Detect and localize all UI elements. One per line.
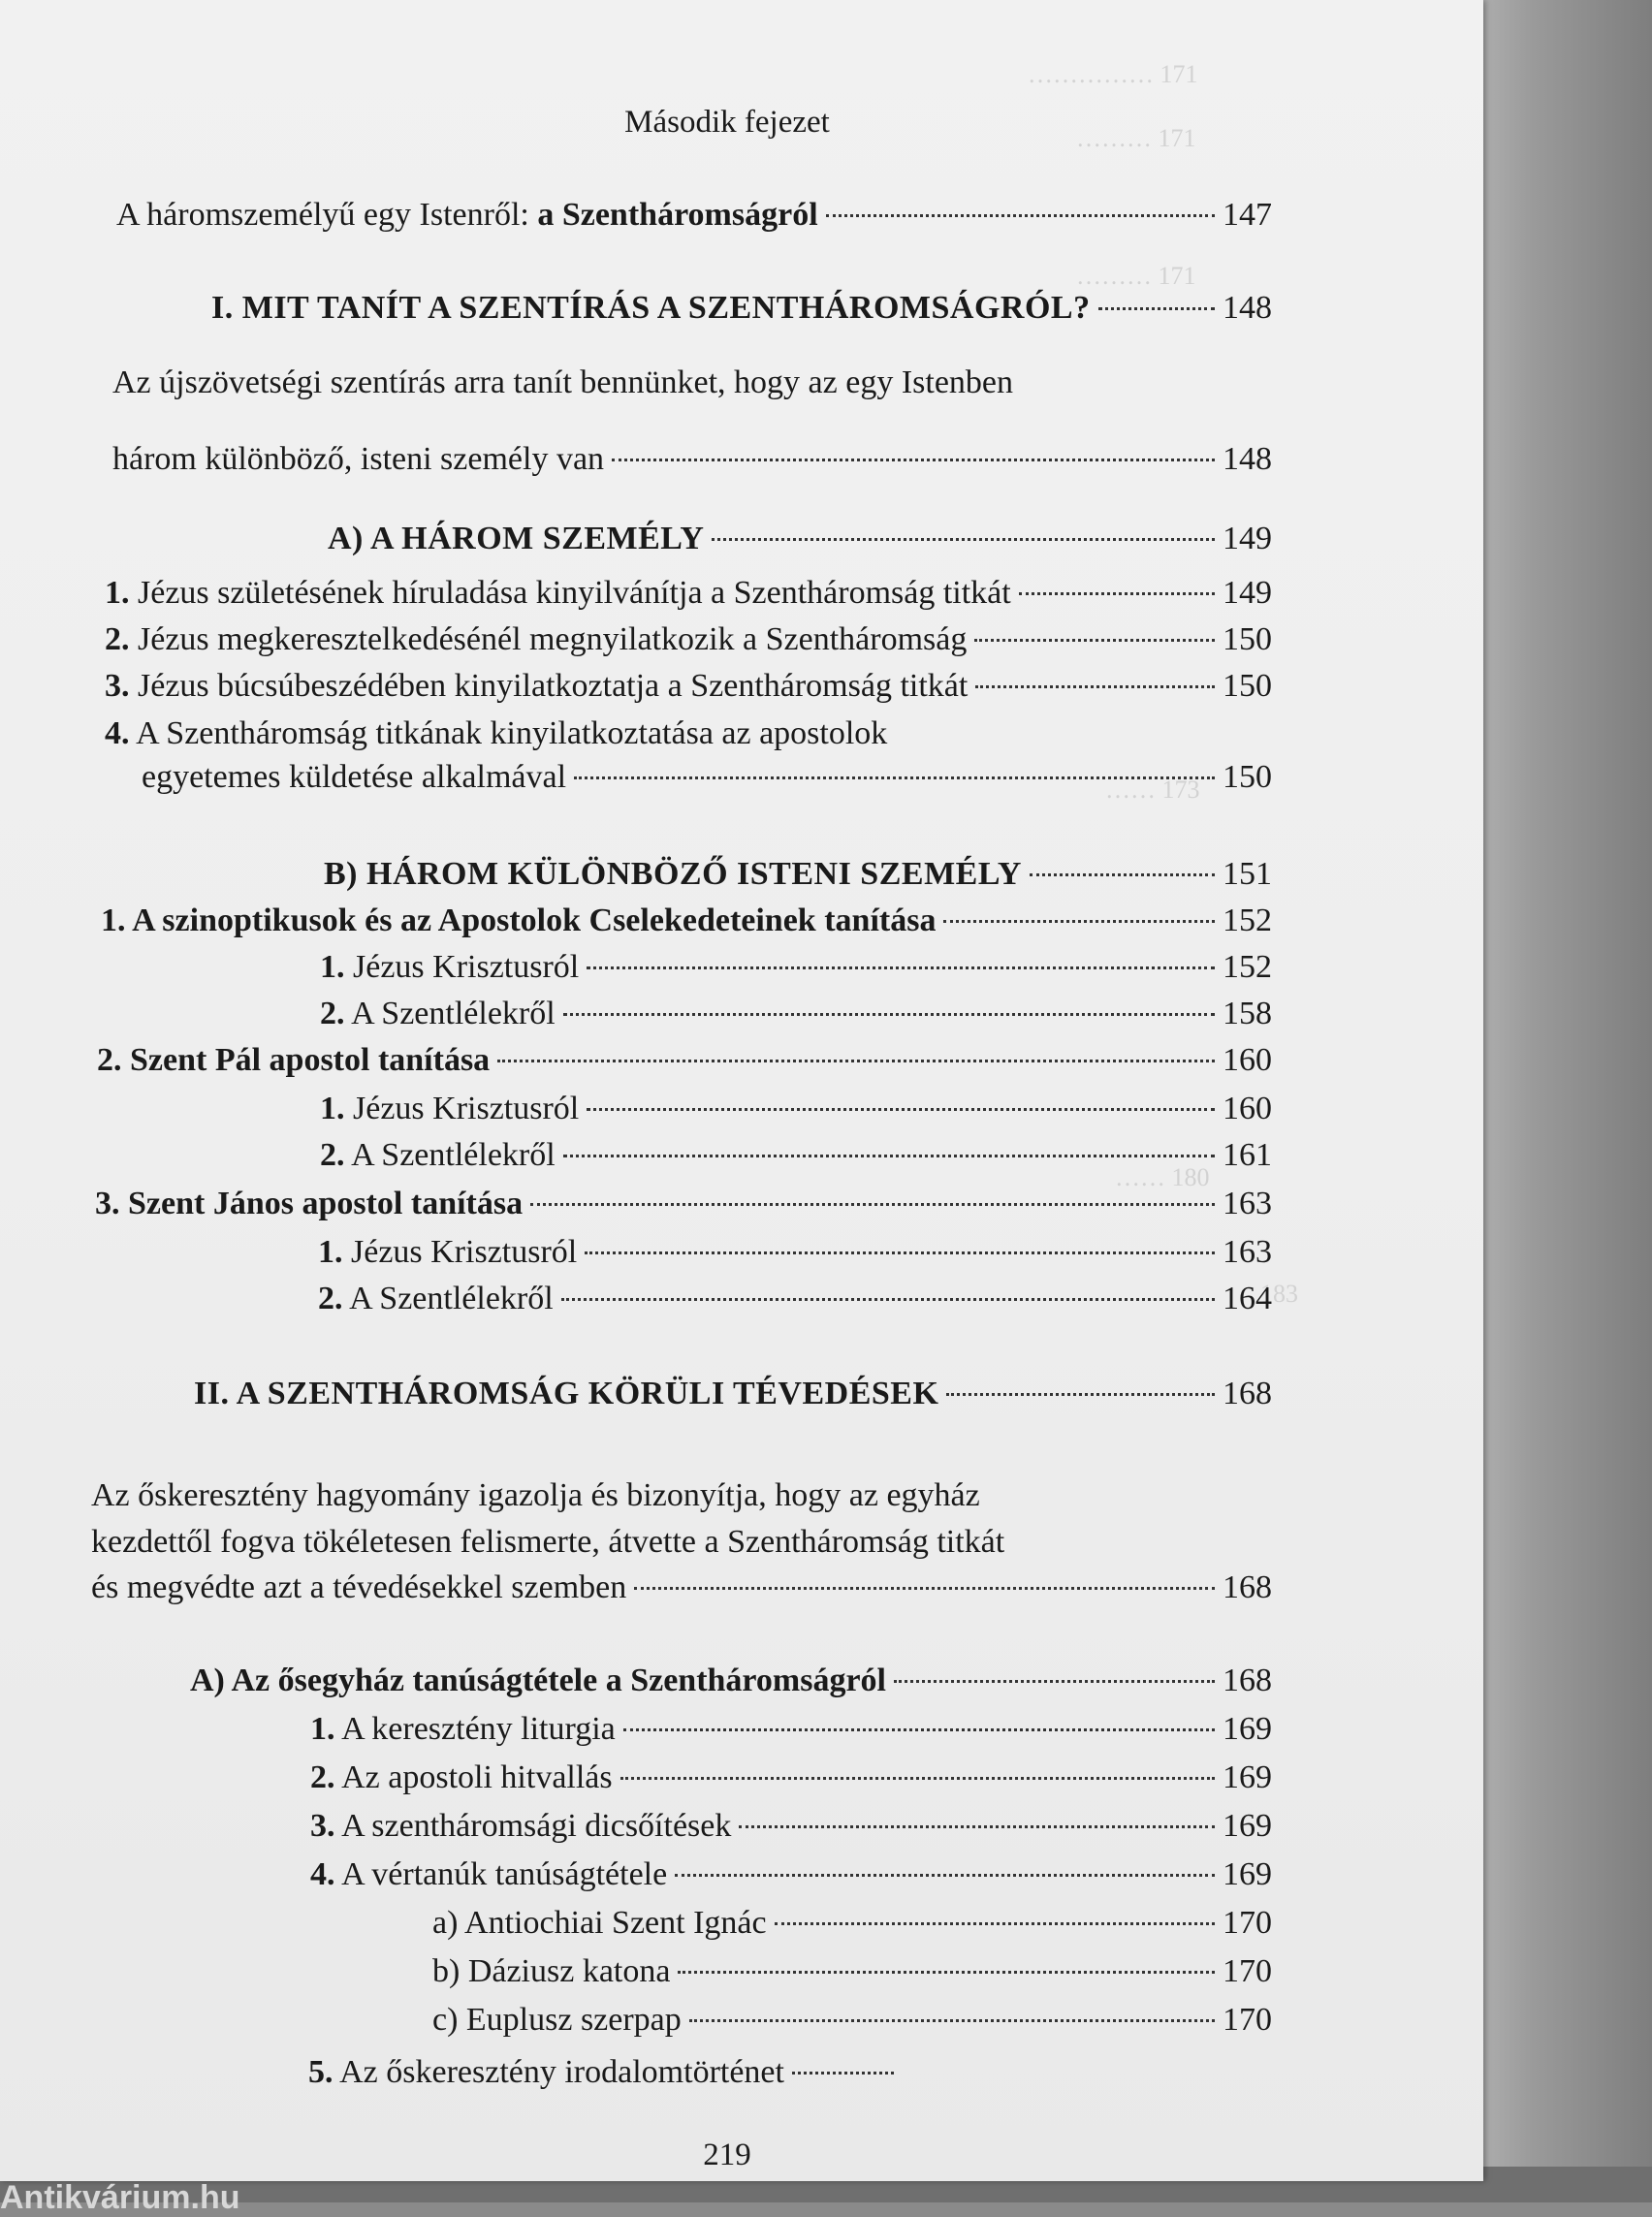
- entry-label: A Szentlélekről: [351, 1137, 556, 1173]
- page-ref: 148: [1223, 290, 1272, 326]
- dot-leader: [574, 776, 1215, 779]
- page-ref: 149: [1223, 575, 1272, 611]
- page-ref: 169: [1223, 1759, 1272, 1795]
- bleed-through: ……… 171: [1076, 262, 1196, 290]
- dot-leader: [894, 1680, 1215, 1683]
- toc-entry: [95, 1183, 1272, 1225]
- entry-paragraph: Az őskeresztény hagyomány igazolja és bizonyítja, hogy az egyház: [91, 1477, 980, 1513]
- dot-leader: [561, 1298, 1215, 1301]
- dot-leader: [943, 920, 1215, 923]
- dot-leader: [563, 1013, 1215, 1016]
- entry-label: Jézus születésének híruladása kinyilvánítja a Szentháromság titkát: [138, 575, 1011, 611]
- dot-leader: [497, 1060, 1215, 1062]
- entry-label: A keresztény liturgia: [341, 1711, 616, 1747]
- toc-entry: [310, 1708, 1272, 1751]
- dot-leader: [587, 1108, 1215, 1111]
- toc-entry: [105, 665, 1272, 708]
- toc-entry: [194, 1373, 1272, 1415]
- page-number: 219: [703, 2138, 751, 2172]
- entry-number: 4.: [105, 715, 130, 751]
- page-ref: 149: [1223, 521, 1272, 556]
- entry-label: három különböző, isteni személy van: [112, 441, 605, 477]
- entry-label: A szentháromsági dicsőítések: [341, 1808, 732, 1844]
- subsection-heading: B) HÁROM KÜLÖNBÖZŐ ISTENI SZEMÉLY: [324, 856, 1022, 892]
- toc-entry: [320, 946, 1272, 989]
- dot-leader: [1098, 307, 1215, 310]
- entry-label: a) Antiochiai Szent Ignác: [432, 1905, 767, 1941]
- toc-entry: [432, 1999, 1272, 2042]
- background-right: [1454, 0, 1652, 2202]
- toc-entry: [116, 194, 1272, 237]
- dot-leader: [620, 1777, 1215, 1780]
- entry-label: A vértanúk tanúságtétele: [341, 1856, 668, 1892]
- entry-number: 3.: [310, 1808, 335, 1844]
- dot-leader: [826, 214, 1215, 217]
- page-ref: 151: [1223, 856, 1272, 892]
- bleed-through: 183: [1260, 1280, 1298, 1308]
- dot-leader: [678, 1971, 1215, 1974]
- dot-leader: [975, 685, 1215, 688]
- toc-entry: [101, 900, 1272, 942]
- page-ref: 164: [1223, 1281, 1272, 1316]
- dot-leader: [739, 1825, 1215, 1828]
- page-ref: 169: [1223, 1856, 1272, 1892]
- bleed-through: ……… 171: [1076, 124, 1196, 152]
- dot-leader: [530, 1203, 1215, 1206]
- page-ref: 148: [1223, 441, 1272, 477]
- page-ref: 152: [1223, 903, 1272, 938]
- toc-entry: [112, 438, 1272, 481]
- page-ref: 169: [1223, 1711, 1272, 1747]
- bleed-through: …………… 171: [1028, 60, 1198, 88]
- entry-label-bold: 2. Szent Pál apostol tanítása: [97, 1042, 491, 1078]
- bleed-through: …… 180: [1115, 1163, 1210, 1191]
- page-ref: 170: [1223, 2002, 1272, 2038]
- entry-paragraph: [105, 712, 887, 756]
- entry-number: 2.: [320, 1137, 345, 1173]
- toc-entry: [190, 1660, 1272, 1702]
- toc-entry: [142, 756, 1272, 799]
- page-ref: 170: [1223, 1905, 1272, 1941]
- toc-entry: [328, 518, 1272, 560]
- page-ref: 150: [1223, 668, 1272, 704]
- page-ref: 163: [1223, 1186, 1272, 1221]
- toc-entry: [310, 1853, 1272, 1896]
- dot-leader: [775, 1922, 1215, 1925]
- toc-entry: [310, 1757, 1272, 1799]
- entry-label: Jézus Krisztusról: [353, 949, 580, 985]
- entry-label: A háromszemélyű egy Istenről:: [116, 197, 538, 233]
- dot-leader: [634, 1587, 1215, 1590]
- entry-number: 1.: [318, 1234, 343, 1270]
- page-ref: 169: [1223, 1808, 1272, 1844]
- toc-entry: [320, 993, 1272, 1035]
- entry-label-bold: 3. Szent János apostol tanítása: [95, 1186, 524, 1221]
- entry-label: c) Euplusz szerpap: [432, 2002, 682, 2038]
- watermark: Antikvárium.hu: [0, 2179, 240, 2216]
- toc-entry: [320, 1134, 1272, 1177]
- chapter-heading: Második fejezet: [624, 105, 830, 140]
- toc-entry: [432, 1950, 1272, 1993]
- entry-label: A Szentháromság titkának kinyilatkoztatása az apostolok: [136, 715, 888, 751]
- page-ref: 161: [1223, 1137, 1272, 1173]
- page-ref: 163: [1223, 1234, 1272, 1270]
- page-ref: 150: [1223, 759, 1272, 795]
- entry-label: Jézus Krisztusról: [351, 1234, 578, 1270]
- entry-number: 5.: [308, 2054, 334, 2090]
- page-ref: 147: [1223, 197, 1272, 233]
- dot-leader: [612, 459, 1215, 461]
- entry-label-bold: 1. A szinoptikusok és az Apostolok Cselekedeteinek tanítása: [101, 903, 937, 938]
- toc-entry: [211, 287, 1272, 330]
- page-ref: 158: [1223, 996, 1272, 1031]
- entry-label: és megvédte azt a tévedésekkel szemben: [91, 1569, 627, 1605]
- toc-entry: [318, 1231, 1272, 1274]
- entry-number: 2.: [310, 1759, 335, 1795]
- dot-leader: [585, 1251, 1215, 1254]
- entry-label: Az őskeresztény irodalomtörténet: [339, 2054, 784, 2090]
- bleed-through: …… 173: [1105, 776, 1200, 804]
- entry-number: 2.: [105, 621, 130, 657]
- toc-entry: [97, 1039, 1272, 1082]
- entry-number: 2.: [318, 1281, 343, 1316]
- entry-label: egyetemes küldetése alkalmával: [142, 759, 567, 795]
- page-ref: 168: [1223, 1663, 1272, 1698]
- entry-label: A Szentlélekről: [351, 996, 556, 1031]
- entry-label: b) Dáziusz katona: [432, 1953, 671, 1989]
- dot-leader: [675, 1874, 1215, 1877]
- dot-leader: [946, 1393, 1215, 1396]
- page-ref: 168: [1223, 1376, 1272, 1411]
- toc-entry: [324, 853, 1272, 896]
- entry-number: 4.: [310, 1856, 335, 1892]
- dot-leader: [689, 2019, 1215, 2022]
- toc-entry: [105, 572, 1272, 615]
- toc-entry: [320, 1088, 1272, 1130]
- page-ref: 152: [1223, 949, 1272, 985]
- dot-leader: [623, 1728, 1215, 1731]
- entry-label: Az apostoli hitvallás: [341, 1759, 613, 1795]
- entry-number: 3.: [105, 668, 130, 704]
- dot-leader: [792, 2072, 894, 2074]
- entry-number: 1.: [310, 1711, 335, 1747]
- subsection-heading: A) A HÁROM SZEMÉLY: [328, 521, 705, 556]
- toc-entry: [308, 2051, 902, 2094]
- page-ref: 170: [1223, 1953, 1272, 1989]
- toc-entry: [91, 1567, 1272, 1609]
- dot-leader: [712, 538, 1215, 541]
- page-ref: 168: [1223, 1569, 1272, 1605]
- toc-entry: [105, 618, 1272, 661]
- entry-label: Jézus Krisztusról: [353, 1091, 580, 1126]
- page-ref: 160: [1223, 1042, 1272, 1078]
- section-heading: I. MIT TANÍT A SZENTÍRÁS A SZENTHÁROMSÁGRÓL?: [211, 290, 1091, 326]
- dot-leader: [1019, 592, 1215, 595]
- dot-leader: [587, 966, 1215, 969]
- toc-entry: [432, 1902, 1272, 1945]
- entry-paragraph: kezdettől fogva tökéletesen felismerte, átvette a Szentháromság titkát: [91, 1524, 1005, 1560]
- entry-paragraph: Az újszövetségi szentírás arra tanít bennünket, hogy az egy Istenben: [112, 364, 1014, 400]
- entry-number: 1.: [320, 949, 345, 985]
- entry-number: 1.: [105, 575, 130, 611]
- entry-label: Jézus megkeresztelkedésénél megnyilatkozik a Szentháromság: [138, 621, 968, 657]
- entry-label-bold: a Szentháromságról: [537, 197, 818, 233]
- entry-number: 1.: [320, 1091, 345, 1126]
- page-ref: 160: [1223, 1091, 1272, 1126]
- entry-label: Jézus búcsúbeszédében kinyilatkoztatja a Szentháromság titkát: [138, 668, 969, 704]
- entry-number: 2.: [320, 996, 345, 1031]
- dot-leader: [1030, 873, 1215, 876]
- subsection-heading: A) Az ősegyház tanúságtétele a Szentháromságról: [190, 1663, 887, 1698]
- dot-leader: [563, 1155, 1215, 1157]
- toc-entry: [318, 1278, 1272, 1320]
- section-heading: II. A SZENTHÁROMSÁG KÖRÜLI TÉVEDÉSEK: [194, 1376, 939, 1411]
- entry-label: A Szentlélekről: [349, 1281, 554, 1316]
- toc-entry: [310, 1805, 1272, 1848]
- dot-leader: [974, 639, 1215, 642]
- page-ref: 150: [1223, 621, 1272, 657]
